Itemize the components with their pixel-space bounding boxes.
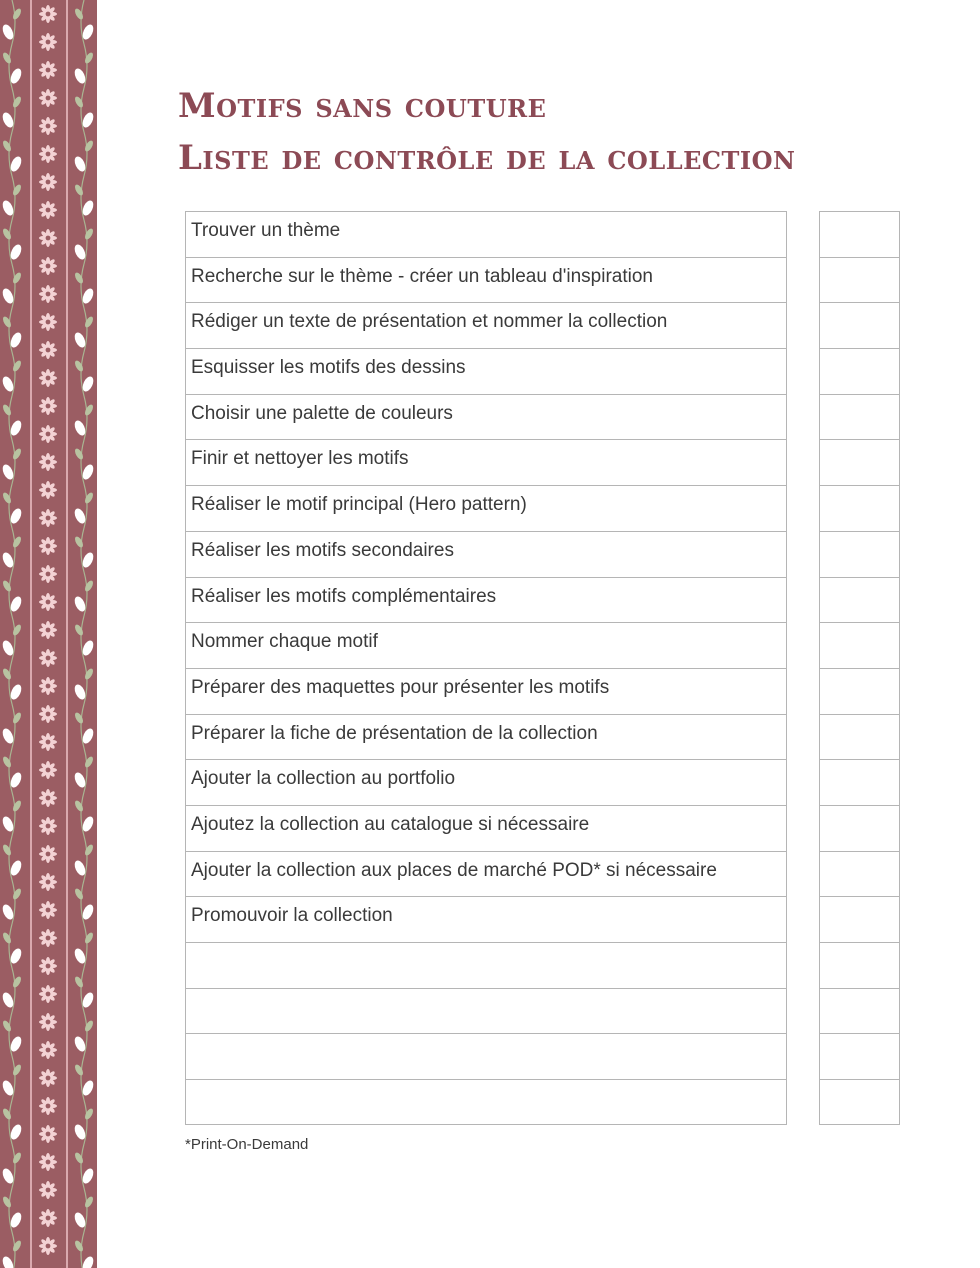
checkbox[interactable] xyxy=(820,349,899,395)
checkbox[interactable] xyxy=(820,212,899,258)
checkbox[interactable] xyxy=(820,897,899,943)
task-label: Promouvoir la collection xyxy=(191,905,393,927)
checkbox[interactable] xyxy=(820,623,899,669)
task-row xyxy=(186,303,786,349)
task-label: Ajouter la collection au portfolio xyxy=(191,768,456,790)
task-row xyxy=(186,349,786,395)
floral-pattern-icon xyxy=(0,0,97,1268)
task-label: Réaliser les motifs secondaires xyxy=(191,539,454,561)
checkbox[interactable] xyxy=(820,943,899,989)
task-row xyxy=(186,578,786,624)
task-row xyxy=(186,532,786,578)
task-label: Choisir une palette de couleurs xyxy=(191,402,453,424)
task-row-empty[interactable] xyxy=(186,943,786,989)
task-row xyxy=(186,897,786,943)
task-row xyxy=(186,760,786,806)
checkbox[interactable] xyxy=(820,989,899,1035)
task-row xyxy=(186,715,786,761)
checkbox[interactable] xyxy=(820,578,899,624)
floral-border xyxy=(0,0,97,1268)
checkbox[interactable] xyxy=(820,303,899,349)
checkbox[interactable] xyxy=(820,395,899,441)
checkbox[interactable] xyxy=(820,486,899,532)
task-row xyxy=(186,623,786,669)
page-title xyxy=(178,80,795,184)
task-label: Esquisser les motifs des dessins xyxy=(191,357,466,379)
task-label: Rédiger un texte de présentation et nommer la collection xyxy=(191,311,668,333)
title-line-2: Liste de contrôle de la collection xyxy=(178,138,796,178)
task-row-empty[interactable] xyxy=(186,989,786,1035)
checkbox[interactable] xyxy=(820,1080,899,1126)
task-row xyxy=(186,212,786,258)
task-row xyxy=(186,395,786,441)
checkbox[interactable] xyxy=(820,760,899,806)
checkbox[interactable] xyxy=(820,669,899,715)
checkbox[interactable] xyxy=(820,715,899,761)
checkbox[interactable] xyxy=(820,532,899,578)
checkbox-column xyxy=(819,211,900,1125)
task-row xyxy=(186,852,786,898)
task-label: Trouver un thème xyxy=(191,220,341,241)
task-row xyxy=(186,440,786,486)
task-row-empty[interactable] xyxy=(186,1034,786,1080)
task-label: Recherche sur le thème - créer un tableau d'inspiration xyxy=(191,265,653,287)
task-label: Ajoutez la collection au catalogue si nécessaire xyxy=(191,813,590,835)
task-label: Finir et nettoyer les motifs xyxy=(191,448,409,470)
task-table xyxy=(185,211,787,1125)
checkbox[interactable] xyxy=(820,1034,899,1080)
task-label: Préparer des maquettes pour présenter les motifs xyxy=(191,676,610,698)
task-label: Ajouter la collection aux places de marché POD* si nécessaire xyxy=(191,859,717,881)
task-label: Préparer la fiche de présentation de la collection xyxy=(191,722,598,744)
title-line-1: Motifs sans couture xyxy=(178,86,547,126)
task-label: Nommer chaque motif xyxy=(191,631,378,653)
footnote: *Print-On-Demand xyxy=(185,1136,309,1153)
checkbox[interactable] xyxy=(820,258,899,304)
task-label: Réaliser les motifs complémentaires xyxy=(191,585,497,607)
checkbox[interactable] xyxy=(820,806,899,852)
task-row xyxy=(186,806,786,852)
checkbox[interactable] xyxy=(820,440,899,486)
task-row xyxy=(186,258,786,304)
task-label: Réaliser le motif principal (Hero pattern) xyxy=(191,494,527,516)
task-row-empty[interactable] xyxy=(186,1080,786,1126)
task-row xyxy=(186,486,786,532)
checkbox[interactable] xyxy=(820,852,899,898)
task-row xyxy=(186,669,786,715)
